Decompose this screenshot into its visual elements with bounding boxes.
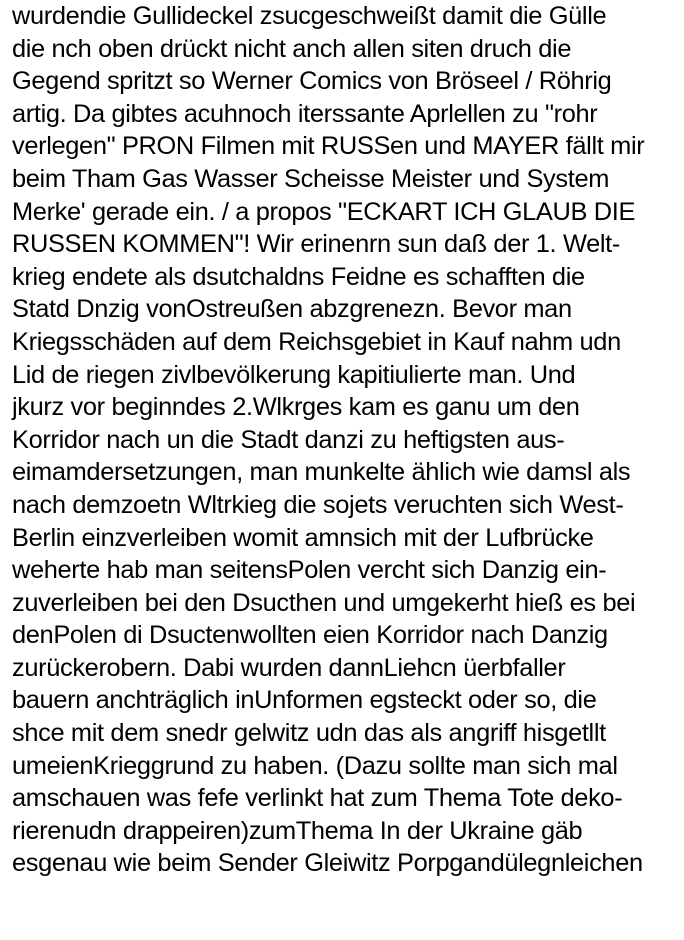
text-line: zuverleiben bei den Dsucthen und umgekerht hieß es bei <box>12 588 636 617</box>
text-line: Merke' gerade ein. / a propos "ECKART ICH GLAUB DIE <box>12 197 636 226</box>
text-line: amschauen was fefe verlinkt hat zum Thema Tote deko- <box>12 784 623 813</box>
text-line: Kriegsschäden auf dem Reichsgebiet in Kauf nahm udn <box>12 327 621 356</box>
text-line: jkurz vor beginndes 2.Wlkrges kam es ganu um den <box>12 393 580 422</box>
text-line: eimamdersetzungen, man munkelte ählich wie damsl als <box>12 458 631 487</box>
document-page <box>12 0 682 940</box>
text-line: beim Tham Gas Wasser Scheisse Meister und System <box>12 164 610 193</box>
text-line: esgenau wie beim Sender Gleiwitz Porpgandülegnleichen <box>12 849 643 878</box>
text-line: wurdendie Gullideckel zsucgeschweißt damit die Gülle <box>12 2 607 30</box>
text-line: Korridor nach un die Stadt danzi zu heftigsten aus- <box>12 425 565 454</box>
text-line: RUSSEN KOMMEN"! Wir erinenrn sun daß der 1. Welt- <box>12 230 620 259</box>
text-line: Gegend spritzt so Werner Comics von Bröseel / Röhrig <box>12 67 612 96</box>
text-line: zurückerobern. Dabi wurden dannLiehcn üerbfaller <box>12 653 566 682</box>
text-line: weherte hab man seitensPolen vercht sich Danzig ein- <box>12 556 607 585</box>
text-line: umeienKrieggrund zu haben. (Dazu sollte man sich mal <box>12 751 618 780</box>
text-line: bauern anchträglich inUnformen egsteckt oder so, die <box>12 686 597 715</box>
text-line: Berlin einzverleiben womit amnsich mit der Lufbrücke <box>12 523 594 552</box>
text-line: rierenudn drappeiren)zumThema In der Ukraine gäb <box>12 816 583 845</box>
text-line: Lid de riegen zivlbevölkerung kapitiulierte man. Und <box>12 360 576 389</box>
text-line: krieg endete als dsutchaldns Feidne es schafften die <box>12 262 585 291</box>
text-line: verlegen" PRON Filmen mit RUSSen und MAYER fällt mir <box>12 132 645 161</box>
text-line: shce mit dem snedr gelwitz udn das als angriff hisgetllt <box>12 719 606 748</box>
text-line: nach demzoetn Wltrkieg die sojets veruchten sich West- <box>12 490 624 519</box>
text-line: Statd Dnzig vonOstreußen abzgrenezn. Bevor man <box>12 295 572 324</box>
text-line: die nch oben drückt nicht anch allen siten druch die <box>12 34 572 63</box>
text-line: artig. Da gibtes acuhnoch iterssante Aprlellen zu "rohr <box>12 99 598 128</box>
text-line: denPolen di Dsuctenwollten eien Korridor nach Danzig <box>12 621 608 650</box>
